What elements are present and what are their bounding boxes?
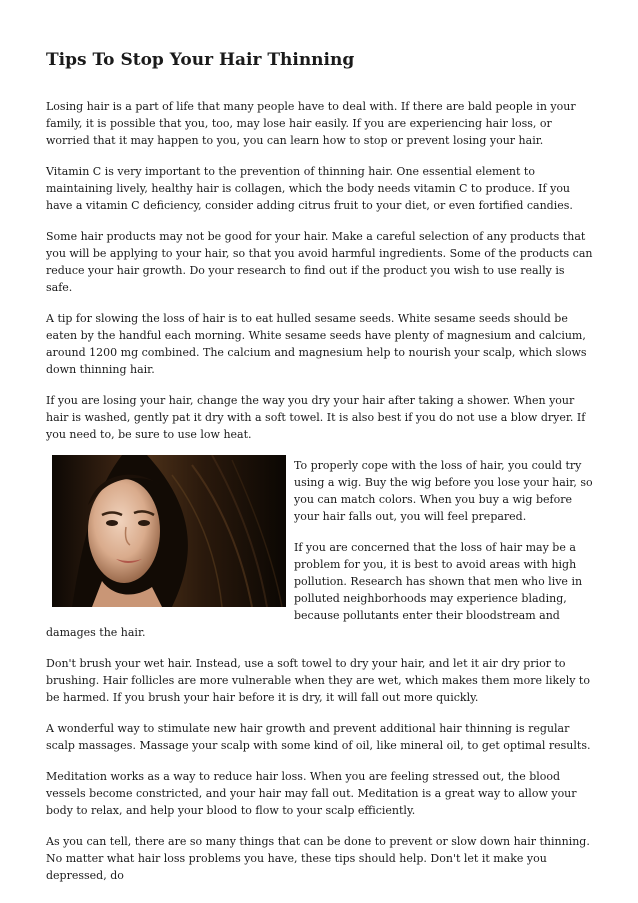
portrait-illustration [52,455,286,607]
paragraph-10: Meditation works as a way to reduce hair loss. When you are feeling stressed out, the blood vessels become constricted, and your hair may fall out. Meditation is a great way to allow your body to relax, and help your blood to flow to your scalp efficiently. [46,770,577,817]
paragraph-3: Some hair products may not be good for your hair. Make a careful selection of any products that you will be applying to your hair, so that you avoid harmful ingredients. Some of the products can reduce your hair growth. Do your research to find out if the product you wish to use really is safe. [46,230,593,294]
paragraph-9: A wonderful way to stimulate new hair growth and prevent additional hair thinning is regular scalp massages. Massage your scalp with some kind of oil, like mineral oil, to get optimal results. [46,722,591,752]
paragraph-6: To properly cope with the loss of hair, you could try using a wig. Buy the wig before you lose your hair, so you can match colors. When you buy a wig before your hair falls out, you will feel prepared. [294,459,593,523]
paragraph-11: As you can tell, there are so many things that can be done to prevent or slow down hair thinning. No matter what hair loss problems you have, these tips should help. Don't let it make you depressed, do [46,835,590,882]
image-text-block [46,457,594,641]
paragraph-1: Losing hair is a part of life that many people have to deal with. If there are bald people in your family, it is possible that you, too, may lose hair easily. If you are experiencing hair loss, or worried that it may happen to you, you can learn how to stop or prevent losing your hair. [46,100,576,147]
woman-portrait-image [52,455,286,607]
paragraph-4: A tip for slowing the loss of hair is to eat hulled sesame seeds. White sesame seeds should be eaten by the handful each morning. White sesame seeds have plenty of magnesium and calcium, around 1200 mg combined. The calcium and magnesium help to nourish your scalp, which slows down thinning hair. [46,312,587,376]
paragraph-5: If you are losing your hair, change the way you dry your hair after taking a shower. When your hair is washed, gently pat it dry with a soft towel. It is also best if you do not use a blow dryer. If you need to, be sure to use low heat. [46,394,586,441]
paragraph-8: Don't brush your wet hair. Instead, use a soft towel to dry your hair, and let it air dry prior to brushing. Hair follicles are more vulnerable when they are wet, which makes them more likely to be harmed. If you brush your hair before it is dry, it will fall out more quickly. [46,657,590,704]
page-title: Tips To Stop Your Hair Thinning [46,50,355,70]
paragraph-7: If you are concerned that the loss of hair may be a problem for you, it is best to avoid areas with high pollution. Research has shown that men who live in polluted neighborhoods may experience blading, because pollutants enter their bloodstream and damages the hair. [46,541,583,639]
paragraph-2: Vitamin C is very important to the prevention of thinning hair. One essential element to maintaining lively, healthy hair is collagen, which the body needs vitamin C to produce. If you have a vitamin C deficiency, consider adding citrus fruit to your diet, or even fortified candies. [46,165,573,212]
